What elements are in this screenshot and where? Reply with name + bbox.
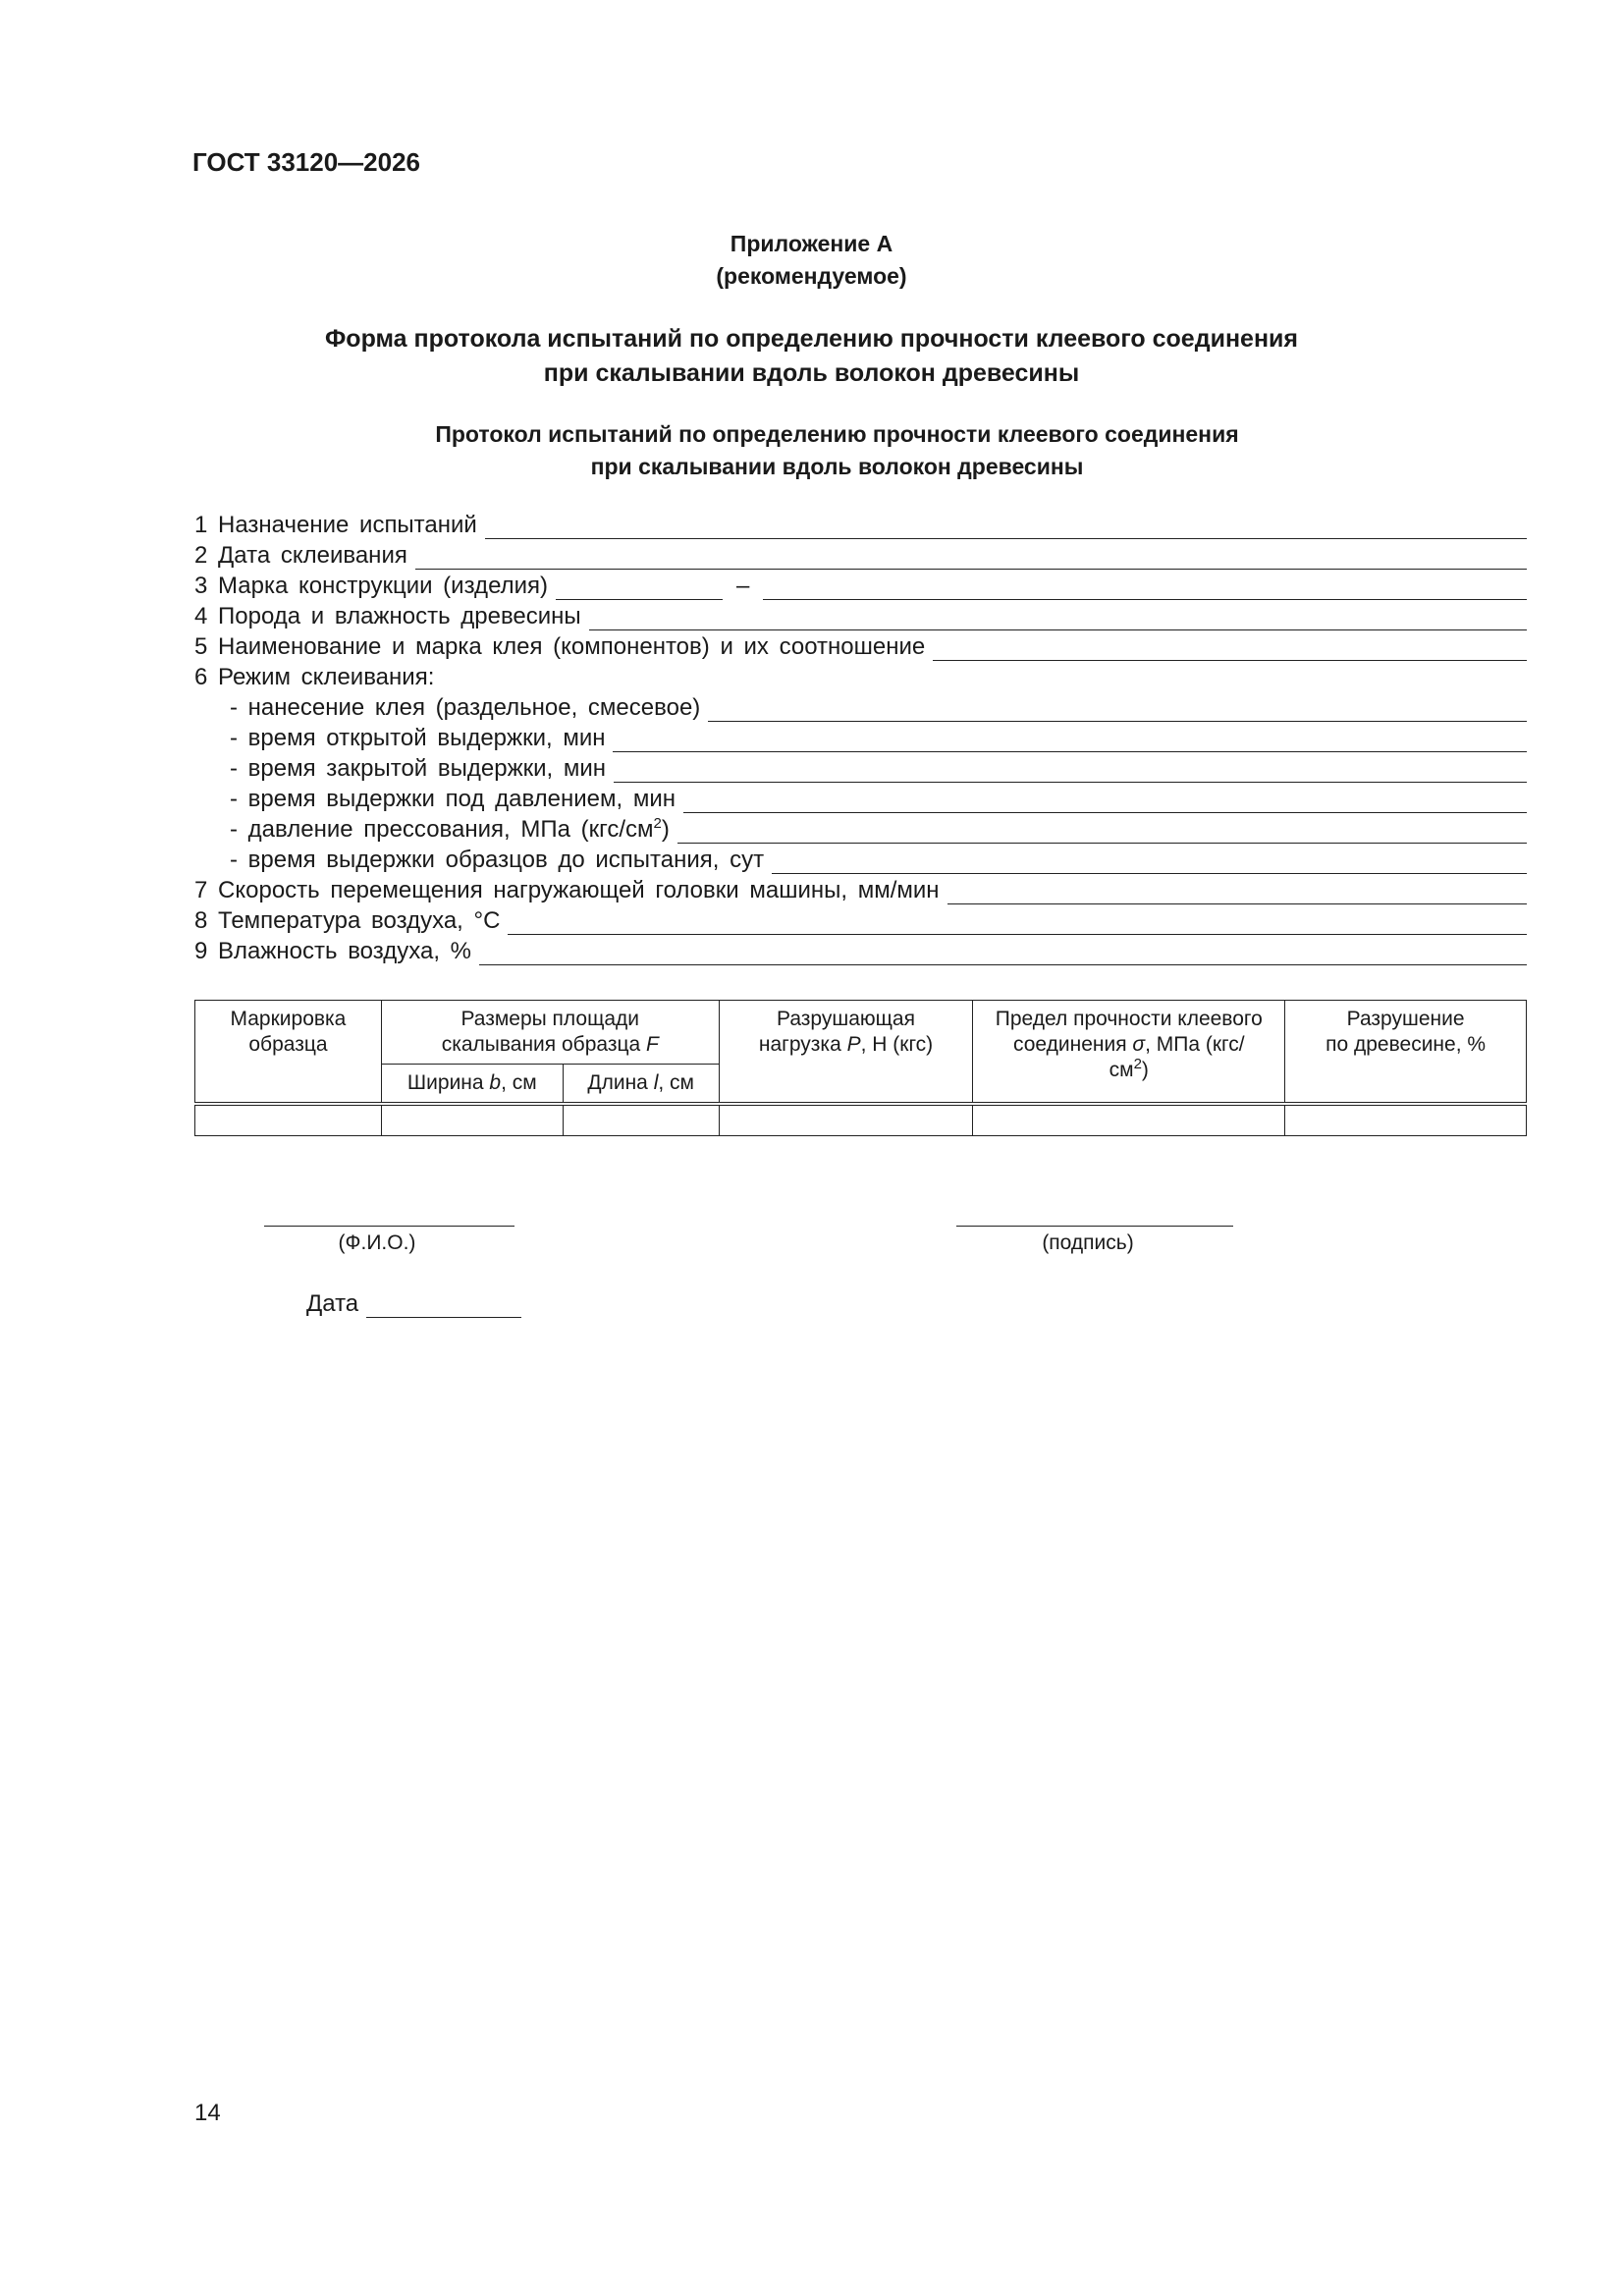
header-breaking-load: Разрушающая нагрузка P, Н (кгс) (719, 1001, 973, 1105)
signature-line[interactable] (956, 1224, 1233, 1227)
closed-time-blank[interactable] (614, 760, 1527, 783)
cell-wood-failure[interactable] (1285, 1104, 1527, 1136)
header-strength: Предел прочности клеевого соединения σ, МПа (кгс/ $см^2$) (973, 1001, 1285, 1105)
conditioning-time-blank[interactable] (772, 851, 1527, 874)
header-width: Ширина b, см (381, 1065, 563, 1105)
field-loading-speed: 7 Скорость перемещения нагружающей головки машины, мм/мин (194, 874, 1527, 904)
table-header-row (195, 1001, 1527, 1065)
field-glue-application: - нанесение клея (раздельное, смесевое) (194, 691, 1527, 722)
date-field (306, 1290, 521, 1318)
field-glue-name: 5 Наименование и марка клея (компонентов) и их соотношение (194, 630, 1527, 661)
date-label: Дата (306, 1290, 359, 1317)
open-time-blank[interactable] (613, 730, 1527, 752)
cell-strength[interactable] (973, 1104, 1285, 1136)
cell-specimen-marking[interactable] (195, 1104, 382, 1136)
press-pressure-blank[interactable] (677, 821, 1527, 844)
protocol-title (0, 418, 1623, 483)
field-closed-time: - время закрытой выдержки, мин (194, 752, 1527, 783)
cell-width[interactable] (381, 1104, 563, 1136)
page-number: 14 (194, 2100, 221, 2126)
field-press-pressure: - давление прессования, МПа $(кгс/см^2)$ (194, 813, 1527, 844)
loading-speed-blank[interactable] (947, 882, 1527, 904)
date-blank[interactable] (366, 1295, 521, 1318)
protocol-line-1: Протокол испытаний по определению прочности клеевого соединения (435, 421, 1239, 447)
protocol-line-2: при скалывании вдоль волокон древесины (590, 454, 1084, 479)
appendix-heading (0, 228, 1623, 293)
protocol-form (194, 509, 1527, 965)
header-wood-failure: Разрушение по древесине, % (1285, 1001, 1527, 1105)
document-title (0, 322, 1623, 391)
glue-application-blank[interactable] (708, 699, 1527, 722)
field-open-time: - время открытой выдержки, мин (194, 722, 1527, 752)
field-wood-species: 4 Порода и влажность древесины (194, 600, 1527, 630)
gluing-date-blank[interactable] (415, 547, 1527, 570)
header-shear-area: Размеры площади скалывания образца F (381, 1001, 719, 1065)
field-pressure-time: - время выдержки под давлением, мин (194, 783, 1527, 813)
appendix-status: (рекомендуемое) (716, 263, 907, 289)
field-air-temperature: 8 Температура воздуха, °С (194, 904, 1527, 935)
name-label: (Ф.И.О.) (338, 1231, 416, 1254)
title-line-2: при скалывании вдоль волокон древесины (543, 359, 1080, 387)
cell-breaking-load[interactable] (719, 1104, 973, 1136)
name-signature-line[interactable] (264, 1224, 514, 1227)
purpose-blank[interactable] (485, 517, 1527, 539)
standard-code: ГОСТ 33120—2026 (192, 147, 420, 177)
results-table (194, 1000, 1527, 1136)
field-construction-grade: 3 Марка конструкции (изделия) – (194, 570, 1527, 600)
title-line-1: Форма протокола испытаний по определению прочности клеевого соединения (324, 325, 1299, 353)
header-length: Длина l, см (563, 1065, 719, 1105)
field-conditioning-time: - время выдержки образцов до испытания, сут (194, 844, 1527, 874)
air-temperature-blank[interactable] (508, 912, 1527, 935)
header-specimen-marking: Маркировка образца (195, 1001, 382, 1105)
appendix-label: Приложение А (730, 231, 893, 256)
field-air-humidity: 9 Влажность воздуха, % (194, 935, 1527, 965)
table-row (195, 1104, 1527, 1136)
field-purpose: 1 Назначение испытаний (194, 509, 1527, 539)
field-gluing-mode: 6 Режим склеивания: (194, 664, 435, 690)
wood-species-blank[interactable] (589, 608, 1527, 630)
glue-name-blank[interactable] (933, 638, 1527, 661)
signature-label: (подпись) (1042, 1231, 1134, 1254)
field-gluing-date: 2 Дата склеивания (194, 539, 1527, 570)
construction-grade-blank-2[interactable] (763, 577, 1527, 600)
cell-length[interactable] (563, 1104, 719, 1136)
construction-grade-blank[interactable] (556, 577, 723, 600)
pressure-time-blank[interactable] (683, 791, 1527, 813)
air-humidity-blank[interactable] (479, 943, 1527, 965)
